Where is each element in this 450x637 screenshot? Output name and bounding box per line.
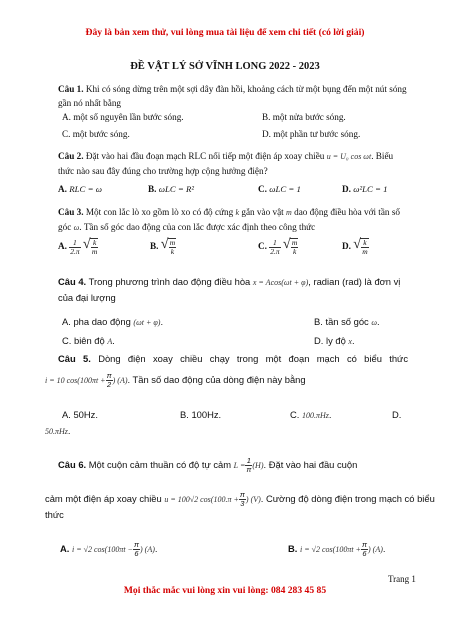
question-3 — [58, 205, 408, 235]
question-text: Đặt vào hai đầu đoạn mạch RLC nối tiếp một điện áp xoay chiều — [85, 151, 325, 161]
q4-option-a: A. pha dao động (ωt + φ). — [62, 316, 164, 327]
q5-option-d: 50.πHz. — [45, 425, 71, 436]
question-text-cont: . Biểu thức nào sau đây đúng cho trường hợp cộng hưởng điện? — [58, 151, 394, 176]
omega-symbol: ω — [73, 223, 80, 232]
question-6: Câu 6. Một cuộn cảm thuần có độ tự cảm L = $\frac{1}{\pi}$ (H). Đặt vào hai đầu cuộn — [58, 456, 358, 474]
q4-option-d: D. ly độ x. — [314, 335, 355, 346]
stiffness-symbol: k — [235, 208, 240, 217]
question-text: Một con lắc lò xo gồm lò xo có độ cứng — [85, 207, 234, 217]
q2-option-c: C. ωLC = 1 — [258, 184, 301, 194]
question-label: Câu 4. — [58, 276, 87, 287]
q1-option-a: A. một số nguyên lần bước sóng. — [62, 112, 184, 122]
question-5 — [58, 351, 408, 366]
question-text: Dòng điện xoay chiều chạy trong một đoạn mạch có biểu thức — [98, 353, 409, 364]
question-label: Câu 5. — [58, 353, 91, 364]
q5-option-c: C. 100.πHz. — [290, 409, 332, 420]
q5-option-d-label: D. — [392, 409, 402, 420]
question-text: Khi có sóng dừng trên một sợi dây đàn hồi, khoảng cách từ một bụng đến một nút sóng gần nó nhất bằng — [58, 84, 407, 108]
page-number: Trang 1 — [388, 574, 416, 584]
q1-option-b: B. một nửa bước sóng. — [262, 112, 346, 122]
q3-option-b: B. √ $\frac{m}{k}$ — [150, 238, 176, 256]
q1-option-d: D. một phần tư bước sóng. — [262, 129, 361, 139]
q3-option-d: D. √ $\frac{k}{m}$ — [342, 238, 369, 256]
q2-option-a: A. RLC = ω — [58, 184, 102, 194]
page-title: ĐỀ VẬT LÝ SỞ VĨNH LONG 2022 - 2023 — [130, 61, 320, 72]
q6-option-b: B. i = √2 cos(100πt + $\frac{\pi}{6}$ ) (A). — [288, 540, 386, 558]
oscillation-formula: x = Acos(ωt + φ) — [252, 278, 309, 287]
question-1 — [58, 82, 408, 110]
q2-option-b: B. ωLC = R² — [148, 184, 195, 194]
question-text: dao động điều hòa với tần số — [294, 207, 400, 217]
q4-option-c: C. biên độ A. — [62, 335, 115, 346]
question-text: gắn vào vật — [241, 207, 284, 217]
mass-symbol: m — [286, 208, 292, 217]
voltage-formula: u = U₀ cos ωt — [326, 152, 372, 161]
question-text: góc — [58, 222, 72, 232]
preview-banner: Đây là bản xem thử, vui lòng mua tài liệu để xem chi tiết (có lời giải) — [85, 27, 365, 38]
question-4 — [58, 274, 408, 305]
question-text: Trong phương trình dao động điều hòa — [88, 276, 251, 287]
q4-option-b: B. tần số góc ω. — [314, 316, 380, 327]
q5-option-a: A. 50Hz. — [62, 409, 98, 420]
q1-option-c: C. một bước sóng. — [62, 129, 130, 139]
q5-option-b: B. 100Hz. — [180, 409, 222, 420]
contact-banner: Mọi thắc mắc vui lòng xin vui lòng: 084 283 45 85 — [123, 585, 327, 596]
question-label: Câu 2. — [58, 151, 84, 161]
question-label: Câu 1. — [58, 84, 84, 94]
question-6-line2: cảm một điện áp xoay chiều u = 100√2 cos(100.π + $\frac{\pi}{3}$ ) (V). Cường độ dòng điện trong mạch có biểu thức — [45, 490, 435, 520]
question-text: . Tần số góc dao động của con lắc được xác định theo công thức — [79, 222, 316, 232]
question-2 — [58, 149, 408, 178]
q2-option-d: D. ω²LC = 1 — [342, 184, 388, 194]
q3-option-c: C. $\frac{1}{2.\pi}$ √ $\frac{m}{k}$ — [258, 238, 298, 256]
q6-option-a: A. i = √2 cos(100πt − $\frac{\pi}{6}$ ) (A). — [60, 540, 158, 558]
current-formula: i = 10 cos(100πt + $\frac{\pi}{2}$ ) (A). Tần số dao động của dòng điện này bằng — [45, 371, 306, 389]
q3-option-a: A. $\frac{1}{2.\pi}$ √ $\frac{k}{m}$ — [58, 238, 98, 256]
question-label: Câu 3. — [58, 207, 84, 217]
question-text: , radian (rad) là đơn vị của đại lượng — [58, 276, 401, 303]
